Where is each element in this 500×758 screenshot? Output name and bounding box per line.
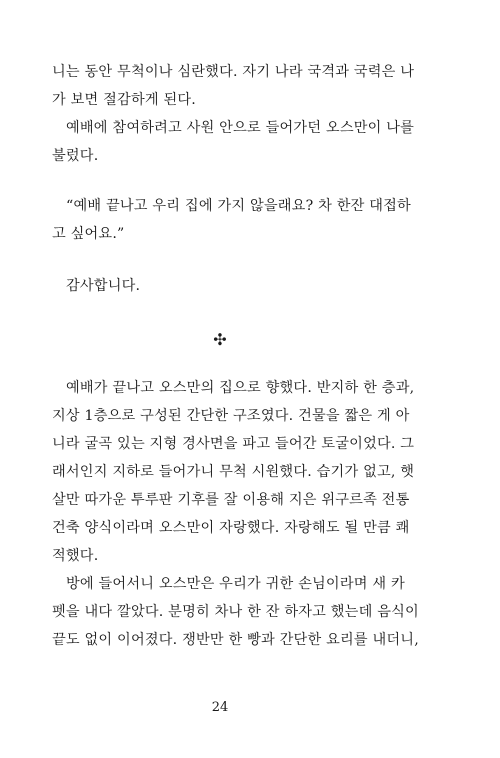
- text-line: 적했다.: [52, 548, 99, 564]
- text-line: 건축 양식이라며 오스만이 자랑했다. 자랑해도 될 만큼 쾌: [52, 520, 410, 536]
- text-line: 끝도 없이 이어졌다. 쟁반만 한 빵과 간단한 요리를 내더니,: [52, 632, 419, 648]
- text-line: 살만 따가운 투루판 기후를 잘 이용해 지은 위구르족 전통: [52, 492, 410, 508]
- text-line: 예배에 참여하려고 사원 안으로 들어가던 오스만이 나를: [66, 120, 415, 136]
- section-break-ornament-icon: ✣: [213, 330, 227, 349]
- text-line: 불렀다.: [52, 148, 99, 164]
- page-number: 24: [211, 700, 229, 715]
- text-line: 지상 1층으로 구성된 간단한 구조였다. 건물을 짧은 게 아: [52, 408, 410, 424]
- dialogue-line: 고 싶어요.”: [52, 226, 125, 242]
- text-line: 예배가 끝나고 오스만의 집으로 향했다. 반지하 한 층과,: [66, 380, 415, 396]
- dialogue-line: “예배 끝나고 우리 집에 가지 않을래요? 차 한잔 대접하: [66, 198, 411, 214]
- text-line: 니라 굴곡 있는 지형 경사면을 파고 들어간 토굴이었다. 그: [52, 436, 415, 452]
- text-line: 방에 들어서니 오스만은 우리가 귀한 손님이라며 새 카: [66, 576, 405, 592]
- text-line: 감사합니다.: [66, 278, 141, 294]
- text-line: 펫을 내다 깔았다. 분명히 차나 한 잔 하자고 했는데 음식이: [52, 604, 419, 620]
- text-line: 래서인지 지하로 들어가니 무척 시원했다. 습기가 없고, 햇: [52, 464, 415, 480]
- text-line: 가 보면 절감하게 된다.: [52, 92, 196, 108]
- text-line: 니는 동안 무척이나 심란했다. 자기 나라 국격과 국력은 나: [52, 64, 415, 80]
